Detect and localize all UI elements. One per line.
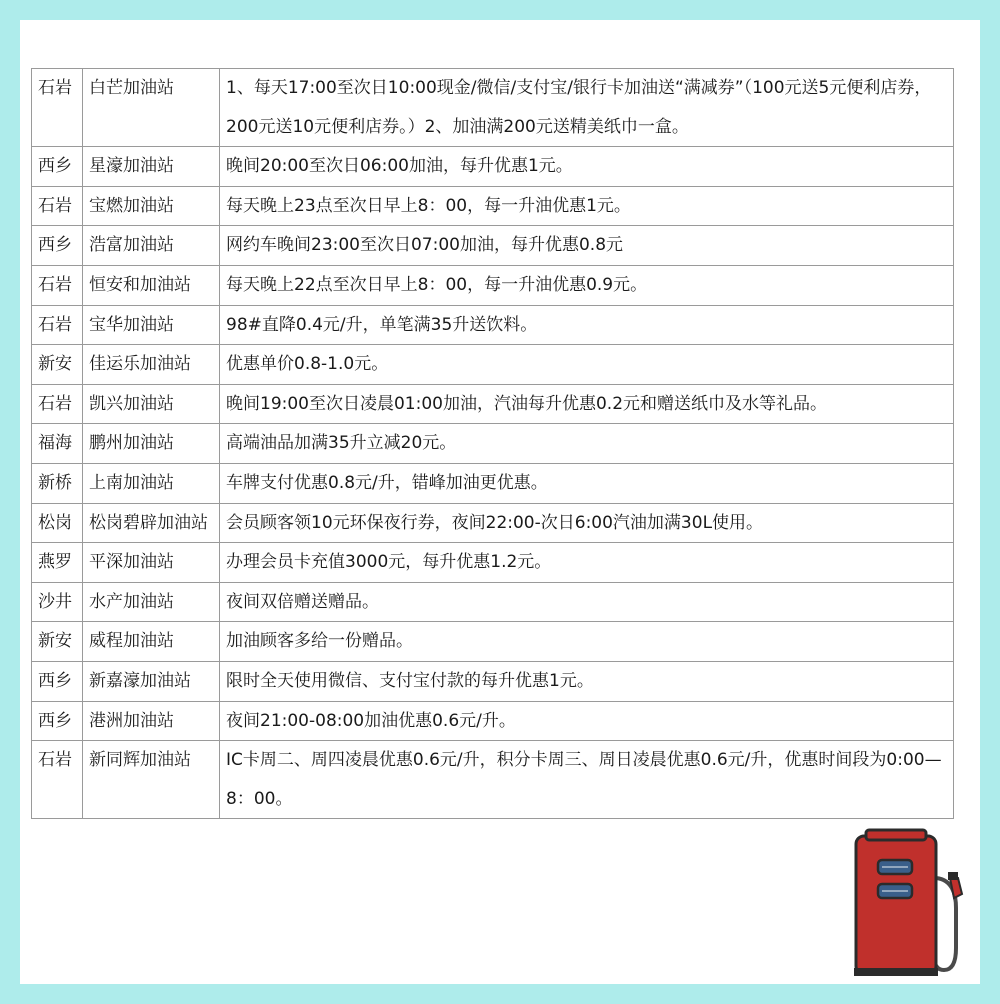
offer-cell: 1、每天17:00至次日10:00现金/微信/支付宝/银行卡加油送“满减券”（100元送5元便利店券，200元送10元便利店券。）2、加油满200元送精美纸巾一盒。 bbox=[220, 69, 954, 147]
table-row bbox=[32, 265, 954, 305]
offer-cell: 优惠单价0.8-1.0元。 bbox=[220, 345, 954, 385]
offer-cell: 夜间双倍赠送赠品。 bbox=[220, 582, 954, 622]
district-cell: 西乡 bbox=[32, 226, 83, 266]
table-row bbox=[32, 622, 954, 662]
district-cell: 石岩 bbox=[32, 384, 83, 424]
station-name-cell: 浩富加油站 bbox=[83, 226, 220, 266]
station-name-cell: 恒安和加油站 bbox=[83, 265, 220, 305]
offer-cell: 限时全天使用微信、支付宝付款的每升优惠1元。 bbox=[220, 661, 954, 701]
content-card bbox=[20, 20, 980, 984]
district-cell: 石岩 bbox=[32, 186, 83, 226]
station-name-cell: 新嘉濠加油站 bbox=[83, 661, 220, 701]
offer-cell: 每天晚上23点至次日早上8：00，每一升油优惠1元。 bbox=[220, 186, 954, 226]
station-name-cell: 新同辉加油站 bbox=[83, 741, 220, 819]
table-row bbox=[32, 69, 954, 147]
table-row bbox=[32, 186, 954, 226]
table-row bbox=[32, 305, 954, 345]
offer-cell: 晚间20:00至次日06:00加油，每升优惠1元。 bbox=[220, 147, 954, 187]
district-cell: 西乡 bbox=[32, 661, 83, 701]
offer-cell: 网约车晚间23:00至次日07:00加油，每升优惠0.8元 bbox=[220, 226, 954, 266]
district-cell: 石岩 bbox=[32, 741, 83, 819]
district-cell: 石岩 bbox=[32, 305, 83, 345]
district-cell: 石岩 bbox=[32, 69, 83, 147]
table-row bbox=[32, 582, 954, 622]
table-row bbox=[32, 384, 954, 424]
station-name-cell: 凯兴加油站 bbox=[83, 384, 220, 424]
table-row bbox=[32, 543, 954, 583]
station-name-cell: 宝燃加油站 bbox=[83, 186, 220, 226]
station-name-cell: 宝华加油站 bbox=[83, 305, 220, 345]
fuel-pump-icon bbox=[854, 828, 964, 978]
table-row bbox=[32, 741, 954, 819]
offer-cell: 夜间21:00-08:00加油优惠0.6元/升。 bbox=[220, 701, 954, 741]
offer-cell: 每天晚上22点至次日早上8：00，每一升油优惠0.9元。 bbox=[220, 265, 954, 305]
district-cell: 西乡 bbox=[32, 147, 83, 187]
station-offers-table bbox=[31, 68, 954, 819]
station-name-cell: 佳运乐加油站 bbox=[83, 345, 220, 385]
station-name-cell: 水产加油站 bbox=[83, 582, 220, 622]
table-body bbox=[32, 69, 954, 819]
table-row bbox=[32, 226, 954, 266]
district-cell: 燕罗 bbox=[32, 543, 83, 583]
station-name-cell: 松岗碧辟加油站 bbox=[83, 503, 220, 543]
district-cell: 石岩 bbox=[32, 265, 83, 305]
offer-cell: 加油顾客多给一份赠品。 bbox=[220, 622, 954, 662]
station-name-cell: 星濠加油站 bbox=[83, 147, 220, 187]
table-row bbox=[32, 345, 954, 385]
station-name-cell: 平深加油站 bbox=[83, 543, 220, 583]
offer-cell: 办理会员卡充值3000元，每升优惠1.2元。 bbox=[220, 543, 954, 583]
offer-cell: 车牌支付优惠0.8元/升，错峰加油更优惠。 bbox=[220, 463, 954, 503]
district-cell: 福海 bbox=[32, 424, 83, 464]
offer-cell: 会员顾客领10元环保夜行券，夜间22:00-次日6:00汽油加满30L使用。 bbox=[220, 503, 954, 543]
table-row bbox=[32, 701, 954, 741]
table-row bbox=[32, 661, 954, 701]
offer-cell: 高端油品加满35升立减20元。 bbox=[220, 424, 954, 464]
table-row bbox=[32, 463, 954, 503]
station-name-cell: 鹏州加油站 bbox=[83, 424, 220, 464]
district-cell: 新桥 bbox=[32, 463, 83, 503]
offer-cell: 98#直降0.4元/升，单笔满35升送饮料。 bbox=[220, 305, 954, 345]
station-name-cell: 上南加油站 bbox=[83, 463, 220, 503]
table-row bbox=[32, 503, 954, 543]
table-row bbox=[32, 147, 954, 187]
station-name-cell: 威程加油站 bbox=[83, 622, 220, 662]
district-cell: 沙井 bbox=[32, 582, 83, 622]
district-cell: 西乡 bbox=[32, 701, 83, 741]
table-row bbox=[32, 424, 954, 464]
station-name-cell: 港洲加油站 bbox=[83, 701, 220, 741]
district-cell: 松岗 bbox=[32, 503, 83, 543]
offer-cell: 晚间19:00至次日凌晨01:00加油，汽油每升优惠0.2元和赠送纸巾及水等礼品。 bbox=[220, 384, 954, 424]
district-cell: 新安 bbox=[32, 345, 83, 385]
station-name-cell: 白芒加油站 bbox=[83, 69, 220, 147]
offer-cell: IC卡周二、周四凌晨优惠0.6元/升，积分卡周三、周日凌晨优惠0.6元/升，优惠时间段为0:00—8：00。 bbox=[220, 741, 954, 819]
district-cell: 新安 bbox=[32, 622, 83, 662]
